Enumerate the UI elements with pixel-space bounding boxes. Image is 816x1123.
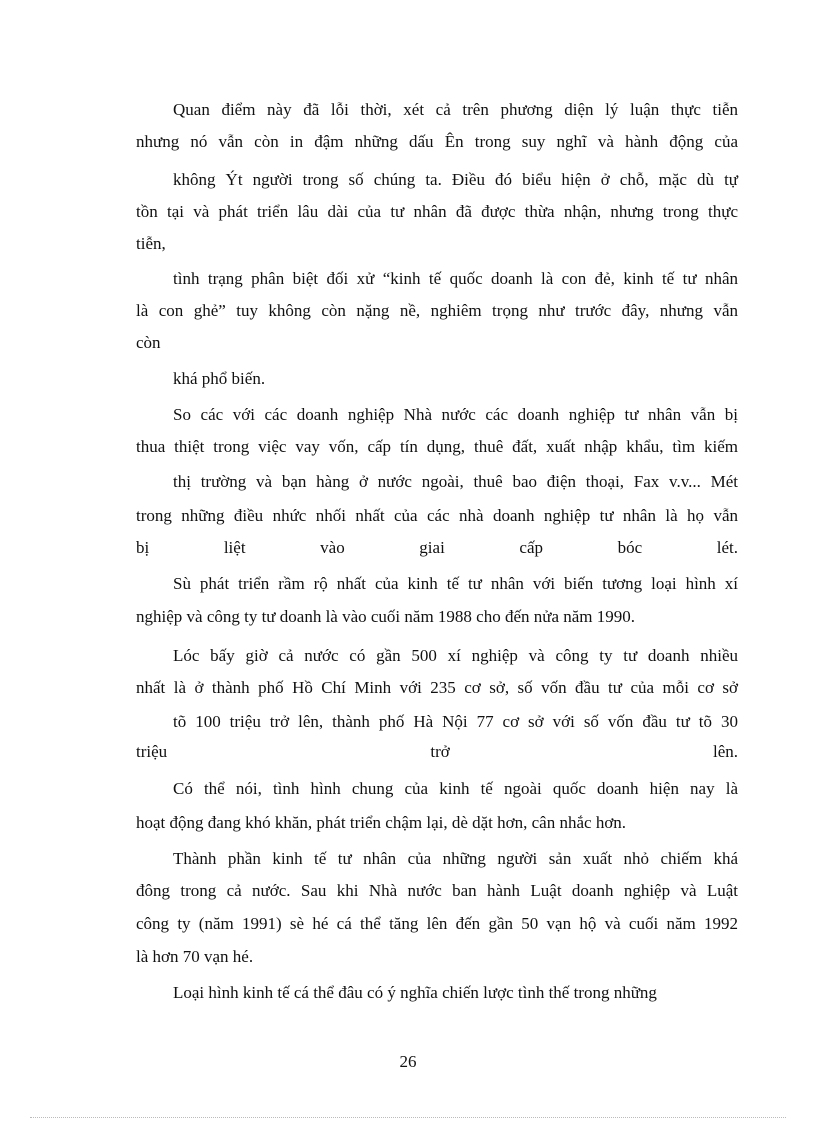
text-line: Có thể nói, tình hình chung của kinh tế ngoài quốc doanh hiện nay là <box>173 779 738 798</box>
text-line: là con ghẻ” tuy không còn nặng nề, nghiêm trọng như trước đây, nhưng vẫn <box>136 301 738 320</box>
text-line: công ty (năm 1991) sè hé cá thể tăng lên đến gần 50 vạn hộ và cuối năm 1992 <box>136 914 738 933</box>
text-line: nhưng nó vẫn còn in đậm những dấu Ên trong suy nghĩ và hành động của <box>136 132 738 151</box>
text-line: tồn tại và phát triển lâu dài của tư nhân đã được thừa nhận, nhưng trong thực <box>136 202 738 221</box>
text-line: Lóc bấy giờ cả nước có gần 500 xí nghiệp và công ty tư doanh nhiều <box>173 646 738 665</box>
text-line: So các với các doanh nghiệp Nhà nước các doanh nghiệp tư nhân vẫn bị <box>173 405 738 424</box>
text-line: Thành phần kinh tế tư nhân của những người sản xuất nhỏ chiếm khá <box>173 849 738 868</box>
text-line: Sù phát triển rầm rộ nhất của kinh tế tư nhân với biến tương loại hình xí <box>173 574 738 593</box>
text-line: thua thiệt trong việc vay vốn, cấp tín dụng, thuê đất, xuất nhập khẩu, tìm kiếm <box>136 437 738 456</box>
text-line: không Ýt người trong số chúng ta. Điều đó biểu hiện ở chỗ, mặc dù tự <box>173 170 738 189</box>
text-line: nghiệp và công ty tư doanh là vào cuối năm 1988 cho đến nửa năm 1990. <box>136 607 636 626</box>
text-line: tình trạng phân biệt đối xử “kinh tế quốc doanh là con đẻ, kinh tế tư nhân <box>173 269 738 288</box>
text-line: Quan điểm này đã lỗi thời, xét cả trên phương diện lý luận thực tiễn <box>173 100 738 119</box>
text-line: Loại hình kinh tế cá thể đâu có ý nghĩa chiến lược tình thế trong những <box>173 983 657 1002</box>
text-line: đông trong cả nước. Sau khi Nhà nước ban hành Luật doanh nghiệp và Luật <box>136 881 738 900</box>
text-line: hoạt động đang khó khăn, phát triển chậm lại, dè dặt hơn, cân nhắc hơn. <box>136 813 627 832</box>
text-line: nhất là ở thành phố Hồ Chí Minh với 235 cơ sở, số vốn đầu tư của mỗi cơ sở <box>136 678 738 697</box>
page-number: 26 <box>399 1052 417 1071</box>
text-line: thị trường và bạn hàng ở nước ngoài, thuê bao điện thoại, Fax v.v... Mét <box>173 472 738 491</box>
text-line: triệu trở lên. <box>136 742 738 761</box>
page-bottom-divider <box>30 1117 786 1118</box>
text-line: bị liệt vào giai cấp bóc lét. <box>136 538 738 557</box>
text-line: khá phổ biến. <box>173 369 266 388</box>
text-line: tõ 100 triệu trở lên, thành phố Hà Nội 77 cơ sở với số vốn đầu tư tõ 30 <box>173 712 738 731</box>
text-line: là hơn 70 vạn hé. <box>136 947 254 966</box>
text-line: còn <box>136 333 161 352</box>
text-line: tiễn, <box>136 234 166 253</box>
text-line: trong những điều nhức nhối nhất của các nhà doanh nghiệp tư nhân là họ vẫn <box>136 506 738 525</box>
